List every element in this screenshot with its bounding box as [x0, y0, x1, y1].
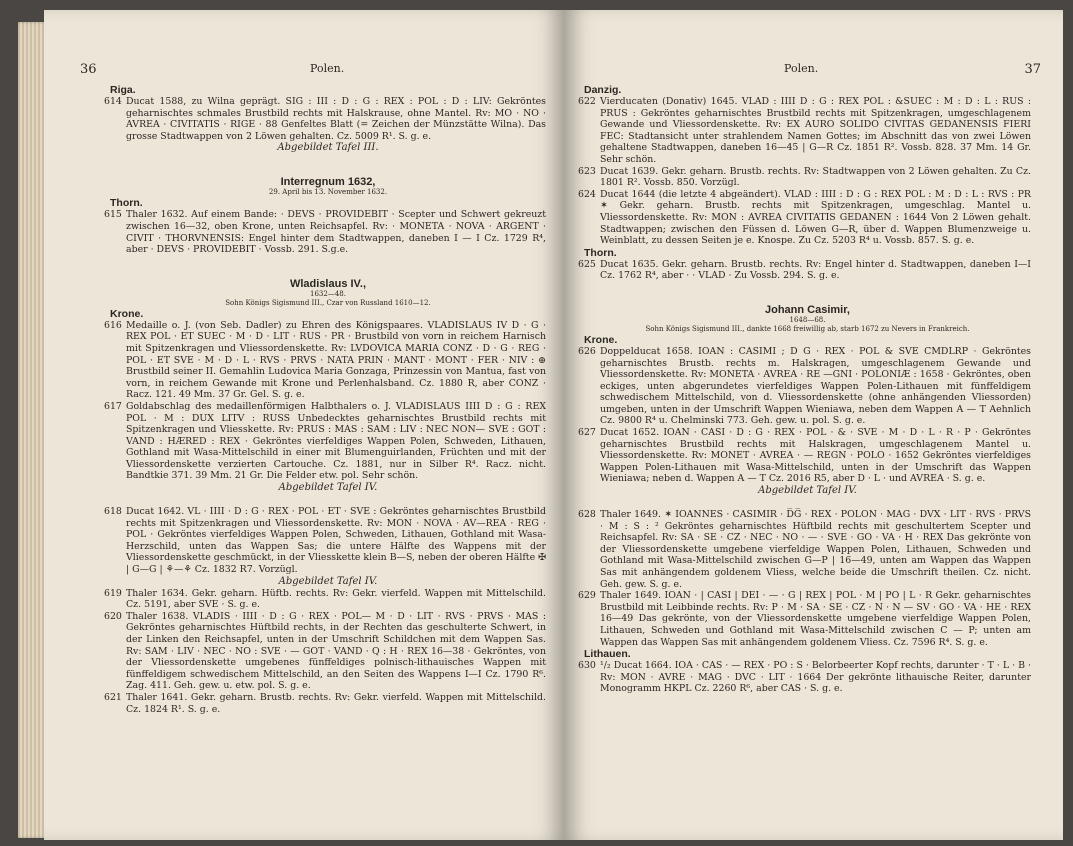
entry-number: 626: [578, 345, 596, 357]
section-note: Sohn Königs Sigismund III., Czar von Russland 1610—12.: [225, 298, 431, 307]
catalog-entry: [104, 691, 546, 715]
left-page: [44, 10, 564, 840]
right-page: [564, 10, 1063, 840]
entry-text: Thaler 1641. Gekr. geharn. Brustb. rechts. Rv: Gekr. vierfeld. Wappen mit Mittelschild. Cz. 1824 R¹. S. g. e.: [126, 691, 546, 715]
section-dates: 29. April bis 13. November 1632.: [268, 188, 388, 197]
catalog-entry: [104, 400, 546, 482]
section-dates: 1648—68.: [789, 315, 826, 324]
section-riga: [104, 84, 546, 154]
entry-number: 618: [104, 506, 122, 518]
catalog-entry: [578, 590, 1031, 648]
section-thorn: [578, 246, 1031, 282]
section-heading: Wladislaus IV.,: [289, 277, 366, 290]
entry-number: 628: [578, 509, 596, 521]
plate-reference: Abgebildet Tafel IV.: [278, 575, 378, 587]
left-content: [104, 84, 546, 715]
catalog-entry: [578, 660, 1031, 695]
entry-number: 619: [104, 587, 122, 599]
entry-number: 621: [104, 691, 122, 703]
entry-number: 627: [578, 427, 596, 439]
entry-number: 625: [578, 258, 596, 270]
section-johann-casimir: [578, 303, 1031, 497]
entry-text: Ducat 1652. IOAN · CASI · D : G · REX · POL · & · SVE · M · D · L · R · P · Gekröntes geharnischtes Brustbild rechts mit Halskragen, umgeschlagenem Mantel u. Vliessordenskette. Rv: MONET · AVREA · — REGN · POLO · 1652 Gekröntes vierfeldiges Wappen Polen-Lithauen mit Wasa-Mittelschild, unten in der Umschrift das Wappen Wieniawa; neben d. Wappen A — T Cz. 2016 R5, aber D · L · und AVREA · S. g. e.: [600, 427, 1031, 485]
entry-number: 616: [104, 319, 122, 331]
catalog-entry: [104, 506, 546, 576]
right-running-head: Polen.: [784, 62, 819, 75]
catalog-entry: [104, 209, 546, 256]
section-danzig: [578, 84, 1031, 247]
entry-text: Thaler 1632. Auf einem Bande: · DEVS · PROVIDEBIT · Scepter und Schwert gekreuzt zwischen 16—32, oben Krone, unten Reichsapfel. Rv: · MONETA · NOVA · ARGENT · CIVIT · THORVNENSIS: Engel hinter dem Stadtwappen, daneben I — I Cz. 1729 R⁴, aber · DEVS · PROVIDEBIT · Vossb. 291. S.g.e.: [126, 209, 546, 256]
entry-number: 620: [104, 610, 122, 622]
right-page-number: 37: [1024, 62, 1041, 77]
entry-number: 629: [578, 590, 596, 602]
section-heading: Johann Casimir,: [765, 303, 850, 316]
catalog-entry: [104, 319, 546, 401]
entry-number: 630: [578, 660, 596, 672]
section-subtitle: Krone.: [584, 333, 618, 346]
catalog-entry: [104, 96, 546, 142]
section-ducat-1642: [104, 506, 546, 588]
entry-number: 623: [578, 165, 596, 177]
entry-text: Vierducaten (Donativ) 1645. VLAD : IIII D : G : REX POL : &SUEC : M : D : L : RUS : PRUS : Gekröntes geharnischtes Brustbild rechts mit Spitzenkragen, umgeschlagenem Gewande und Vliessordenskette. Rv: EX AURO SOLIDO CIVITAS GEDANENSIS FIERI FEC: Stadtansicht unter strahlendem Namen Gottes; im Abschnitt das von zwei Löwen gehaltene Stadtwappen, daneben 16—45 | G—R Cz. 1851 R². Vossb. 828. 37 Mm. 14 Gr. Sehr schön.: [600, 96, 1031, 165]
entry-text: Thaler 1649. ✶ IOANNES · CASIMIR · D̅G̅ · REX · POLON · MAG · DVX · LIT · RVS · PRVS · M : S : ² Gekröntes geharnischtes Hüftbild rechts mit geschultertem Scepter und Reichsapfel. Rv: SA · SE · CZ · NEC · NO · — · SVE · GO · VA · H · REX Das gekrönte von der Vliessordenskette umgebene vierfeldige Wappen Polen, Lithauen, Schweden und Gothland mit Wasa-Mittelschild zwischen G—P | 16—49, unten am Wappen das Wappen Sas mit anhängendem goldenem Vliess, welche beide die Umschrift theilen. Cz. nicht. Geh. gew. S. g. e.: [600, 509, 1031, 590]
section-thalers-1649: [578, 509, 1031, 648]
section-subtitle: Lithauen.: [584, 648, 631, 661]
entry-number: 614: [104, 96, 122, 107]
catalog-entry: [104, 610, 546, 692]
section-subtitle: Riga.: [110, 84, 136, 96]
entry-text: Ducat 1588, zu Wilna geprägt. SIG : III : D : G : REX : POL : D : LIV: Gekröntes geharnischtes schmales Brustbild rechts mit Halskrause, ohne Mantel. Rv: MO · NO · AVREA · CIVITATIS · RIGE · 88 Genfeltes Blatt (= Zeichen der Münzstätte Wilna). Das grosse Stadtwappen von 2 Löwen gehalten. Cz. 5009 R¹. S. g. e.: [126, 96, 546, 142]
entry-number: 617: [104, 400, 122, 412]
catalog-entry: [578, 188, 1031, 247]
catalog-entry: [578, 258, 1031, 282]
entry-text: Goldabschlag des medaillenförmigen Halbthalers o. J. VLADISLAUS IIII D : G : REX POL · M : DUX LITV : RUSS Unbedecktes geharnischtes Brustbild rechts mit Spitzenkragen und Vliesskette. Rv: PRUS : MAS : SAM : LIV : NEC NON— SVE : GOT : VAND : HÆRED : REX · Gekröntes vierfeldiges Wappen Polen, Schweden, Lithauen, Gothland mit Wasa-Mittelschild in einer mit Blumenguirlanden, Früchten und mit der Vliessordenskette verzierten Cartouche. Cz. 1881, nur in Silber R⁴. Racz. nicht. Bandtkie 371. 39 Mm. 21 Gr. Die Felder etw. pol. Sehr schön.: [126, 400, 546, 482]
entry-text: Thaler 1649. IOAN · | CASI | DEI · — · G | REX | POL · M | PO | L · R Gekr. geharnischtes Brustbild mit Leibbinde rechts. Rv: P · M · SA · SE · CZ · N · N — SV · GO · VA · HE · REX 16—49 Das gekrönte, von der Vliessordenskette umgebene vierfeldige Wappen Polen, Lithauen, Schweden und Gothland mit Wasa-Mittelschild zwischen C — P; unten am Wappen das Wappen Sas mit anhängendem goldenem Vliess. Cz. 7596 R⁴. S. g. e.: [600, 590, 1031, 648]
entry-text: Thaler 1634. Gekr. geharn. Hüftb. rechts. Rv: Gekr. vierfeld. Wappen mit Mittelschild. Cz. 5191, aber SVE · S. g. e.: [126, 587, 546, 611]
catalog-entry: [578, 96, 1031, 166]
left-page-number: 36: [80, 62, 97, 77]
right-content: [578, 84, 1031, 695]
entry-text: Thaler 1638. VLADIS · IIII · D : G · REX · POL— M · D · LIT · RVS · PRVS · MAS : Gekröntes geharnischtes Hüftbild rechts, in der Rechten das geschulterte Schwert, in der Linken den Reichsapfel, unten in der Umschrift Schildchen mit dem Wappen Sas. Rv: SAM · LIV · NEC · NO : SVE · — GOT · VAND · Q : H · REX 16—38 · Gekröntes, von der Vliessordenskette umgebenes fünffeldiges polnisch-lithauisches Wappen mit fünffeldigem schwedischem Mittelschild, an den Seiten des Wappens I—I Cz. 1790 R⁶. Zag. 411. Geh. gew. u. etw. pol. S. g. e.: [126, 610, 546, 692]
section-subtitle: Danzig.: [584, 84, 622, 96]
section-thalers: [104, 587, 546, 716]
plate-reference: Abgebildet Tafel IV.: [758, 485, 857, 497]
open-book: [18, 10, 1063, 840]
section-interregnum: [104, 176, 546, 256]
catalog-entry: [578, 345, 1031, 427]
plate-reference: Abgebildet Tafel IV.: [278, 482, 378, 494]
entry-text: Ducat 1635. Gekr. geharn. Brustb. rechts. Rv: Engel hinter d. Stadtwappen, daneben I—I Cz. 1762 R⁴, aber · · VLAD · Zu Vossb. 294. S. g. e.: [600, 258, 1031, 282]
entry-text: Doppelducat 1658. IOAN : CASIMI ; D G · REX · POL & SVE CMDLRP · Gekröntes geharnischtes Brustb. rechts m. Halskragen, umgeschlagenem Gewande und Vliessordenskette. Rv: MONETA · AVREA · RE —GNI · POLONIÆ : 1658 · Gekröntes, oben eckiges, unten abgerundetes vierfeldiges Wappen Polen-Lithauen mit fünffeldigem schwedischem Mittelschild, von d. Vliessordenskette (ohne anhängenden Vliessorden) umgeben, unten in der Umschrift Wappen Wieniawa, neben dem Wappen A — T Aehnlich Cz. 9800 R⁴ u. Chelminski 773. Geh. gew. u. pol. S. g. e.: [600, 345, 1031, 427]
section-subtitle: Thorn.: [584, 246, 617, 259]
section-lithauen: [578, 648, 1031, 695]
entry-text: Ducat 1644 (die letzte 4 abgeändert). VLAD : IIII : D : G : REX POL : M : D : L : RVS : PR ✶ Gekr. geharn. Brustb. rechts mit Spitzenkragen, umgeschlag. Mantel u. Vliessordenskette. Rv: MON : AVREA CIVITATIS GEDANEN : 1644 Von 2 Löwen gehalt. Stadtwappen; zwischen den Füssen d. Löwen G—R, über d. Wappen Blumenzweige u. Weinblatt, zu dessen Seiten je e. Knospe. Zu Cz. 5203 R⁴ u. Vossb. 857. S. g. e.: [600, 188, 1031, 247]
catalog-entry: [578, 427, 1031, 485]
entry-number: 622: [578, 96, 596, 107]
entry-number: 615: [104, 209, 122, 221]
entry-text: Medaille o. J. (von Seb. Dadler) zu Ehren des Königspaares. VLADISLAUS IV D · G · REX POL · ET SUEC · M · D · LIT · RUS · PR · Brustbild von vorn in reichem Harnisch mit Spitzenkragen und Vliessordenskette. Rv: LVDOVICA MARIA CONZ · D · G · REG · POL · ET SVE · M · D · L · RVS · PRVS · NATA PRIN · MANT · MONT · FER · NIV : ⊕ Brustbild seiner II. Gemahlin Ludovica Maria Gonzaga, Prinzessin von Mantua, fast von vorn, in reichem Gewande mit Krone und Perlenhalsband. Cz. 1880 R, aber CONZ · Racz. 121. 49 Mm. 37 Gr. Gel. S. g. e.: [126, 319, 546, 401]
section-dates: 1632—48.: [310, 289, 346, 298]
section-subtitle: Thorn.: [110, 197, 143, 210]
left-running-head: Polen.: [310, 62, 345, 75]
plate-reference: Abgebildet Tafel III.: [277, 142, 379, 154]
entry-text: Ducat 1639. Gekr. geharn. Brustb. rechts. Rv: Stadtwappen von 2 Löwen gehalten. Zu Cz. 1801 R². Vossb. 850. Vorzügl.: [600, 165, 1031, 189]
section-wladislaus: [104, 277, 546, 494]
catalog-entry: [578, 509, 1031, 590]
section-note: Sohn Königs Sigismund III., dankte 1668 freiwillig ab, starb 1672 zu Nevers in Frankreich.: [645, 324, 970, 333]
section-heading: Interregnum 1632,: [280, 176, 376, 189]
entry-text: Ducat 1642. VL · IIII · D : G · REX · POL · ET · SVE : Gekröntes geharnischtes Brustbild rechts mit Spitzenkragen und Vliessordenskette. Rv: MON · NOVA · AV—REA · REG · POL · Gekröntes vierfeldiges Wappen Polen, Schweden, Lithauen, Gothland mit Wasa-Herzschild, unten das Wappen Sas; die untere Hälfte des Wappens mit der Vliessordenskette geschmückt, in der Vliesskette klein B—S, neben der oberen Hälfte ✠ | G—G | ⚘—⚘ Cz. 1832 R7. Vorzügl.: [126, 506, 546, 576]
entry-number: 624: [578, 188, 596, 200]
catalog-entry: [104, 587, 546, 611]
entry-text: ¹/₂ Ducat 1664. IOA · CAS · — REX · PO : S · Belorbeerter Kopf rechts, darunter · T · L · B · Rv: MON · AVRE · MAG · DVC · LIT · 1664 Der gekrönte lithauische Reiter, darunter Monogramm HKPL Cz. 2260 R⁶, aber CAS · S. g. e.: [600, 660, 1031, 695]
catalog-entry: [578, 165, 1031, 189]
section-subtitle: Krone.: [110, 307, 144, 320]
